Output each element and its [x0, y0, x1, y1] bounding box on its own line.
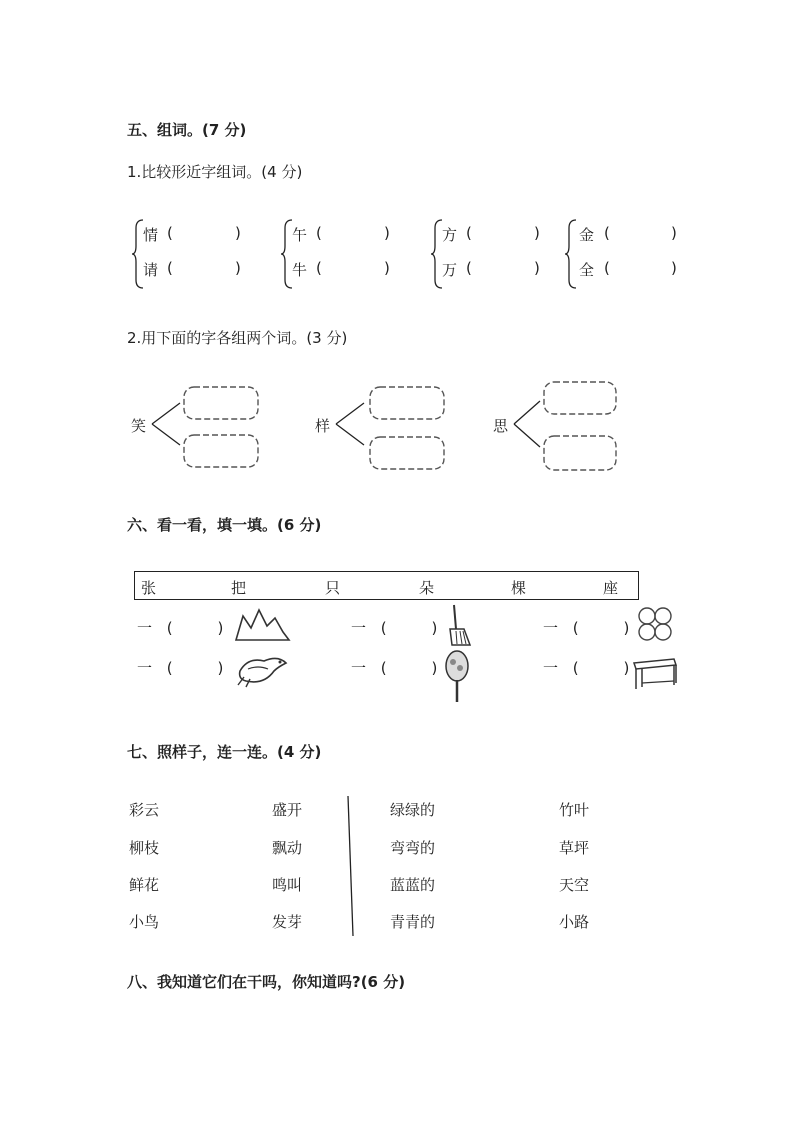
paren-close: ): [217, 619, 224, 637]
compare-group-2: [280, 218, 430, 298]
word-bank-item: 棵: [511, 579, 527, 597]
match-right-word: 发芽: [272, 913, 303, 931]
paren-close: ): [217, 659, 224, 677]
compare-group-3: [430, 218, 580, 298]
word-tree-1: [150, 378, 270, 478]
word-bank-item: 把: [231, 579, 247, 597]
paren-close: ): [235, 224, 241, 242]
word-char: 样: [315, 417, 331, 435]
paren-open: (: [167, 224, 173, 242]
compare-group-4: [564, 218, 714, 298]
match-right-word: 盛开: [272, 801, 303, 819]
compare-group-1: [131, 218, 281, 298]
match-left-word: 小鸟: [129, 913, 160, 931]
paren-close: ): [671, 224, 677, 242]
bird-icon: [234, 647, 290, 689]
word-bank-item: 朵: [419, 579, 435, 597]
paren-close: ): [384, 259, 390, 277]
paren-close: ): [623, 659, 630, 677]
word-bank-box: [134, 571, 639, 600]
paren-close: ): [431, 619, 438, 637]
section-6-title: 六、看一看，填一填。(6 分): [127, 516, 322, 534]
table-icon: [630, 655, 680, 691]
measure-blank: [137, 657, 223, 678]
measure-blank: [543, 657, 629, 678]
match-left-word: 绿绿的: [390, 801, 436, 819]
paren-close: ): [623, 619, 630, 637]
paren-close: ): [534, 259, 540, 277]
word-char: 笑: [131, 417, 147, 435]
measure-blank: [137, 617, 223, 638]
word-tree-3: [512, 374, 632, 478]
paren-close: ): [431, 659, 438, 677]
section-5-q1-title: 1.比较形近字组词。(4 分): [127, 163, 303, 181]
compare-char-bottom: 请: [143, 261, 159, 279]
paren-close: ): [235, 259, 241, 277]
blank-prefix: 一: [351, 659, 367, 677]
word-tree-2: [334, 378, 454, 478]
paren-open: (: [572, 659, 579, 677]
brace-icon: [564, 218, 578, 290]
word-bank-item: 座: [603, 579, 619, 597]
paren-open: (: [466, 259, 472, 277]
match-left-word: 彩云: [129, 801, 160, 819]
paren-open: (: [166, 659, 173, 677]
compare-char-bottom: 万: [442, 261, 458, 279]
measure-blank: [351, 617, 437, 638]
paren-open: (: [466, 224, 472, 242]
compare-char-top: 方: [442, 226, 458, 244]
match-left-word: 蓝蓝的: [390, 876, 436, 894]
paren-open: (: [604, 224, 610, 242]
paren-open: (: [604, 259, 610, 277]
blank-prefix: 一: [543, 619, 559, 637]
match-left-word: 青青的: [390, 913, 436, 931]
match-right-word: 天空: [559, 876, 590, 894]
word-bank-item: 只: [325, 579, 341, 597]
match-right-word: 竹叶: [559, 801, 590, 819]
blank-prefix: 一: [137, 619, 153, 637]
paren-open: (: [316, 259, 322, 277]
word-bank-item: 张: [141, 579, 157, 597]
divider-line: [344, 794, 358, 938]
paren-close: ): [534, 224, 540, 242]
flower-icon: [631, 603, 679, 645]
section-5-title: 五、组词。(7 分): [127, 121, 247, 139]
measure-blank: [351, 657, 437, 678]
compare-char-top: 金: [579, 226, 595, 244]
match-left-word: 弯弯的: [390, 839, 436, 857]
paren-open: (: [572, 619, 579, 637]
match-right-word: 草坪: [559, 839, 590, 857]
match-right-word: 飘动: [272, 839, 303, 857]
paren-open: (: [166, 619, 173, 637]
paren-open: (: [316, 224, 322, 242]
match-right-word: 鸣叫: [272, 876, 303, 894]
compare-char-bottom: 全: [579, 261, 595, 279]
section-5-q2-title: 2.用下面的字各组两个词。(3 分): [127, 329, 348, 347]
section-8-title: 八、我知道它们在干吗，你知道吗?(6 分): [127, 973, 406, 991]
paren-close: ): [671, 259, 677, 277]
compare-char-top: 情: [143, 226, 159, 244]
paren-open: (: [380, 619, 387, 637]
paren-open: (: [380, 659, 387, 677]
blank-prefix: 一: [137, 659, 153, 677]
paren-close: ): [384, 224, 390, 242]
blank-prefix: 一: [543, 659, 559, 677]
paren-open: (: [167, 259, 173, 277]
mountain-icon: [233, 606, 293, 644]
compare-char-bottom: 牛: [292, 261, 308, 279]
compare-char-top: 午: [292, 226, 308, 244]
match-right-word: 小路: [559, 913, 590, 931]
section-7-title: 七、照样子，连一连。(4 分): [127, 743, 322, 761]
word-char: 思: [493, 417, 509, 435]
match-left-word: 鲜花: [129, 876, 160, 894]
tree-icon: [443, 648, 471, 704]
measure-blank: [543, 617, 629, 638]
blank-prefix: 一: [351, 619, 367, 637]
broom-icon: [446, 603, 472, 647]
match-left-word: 柳枝: [129, 839, 160, 857]
